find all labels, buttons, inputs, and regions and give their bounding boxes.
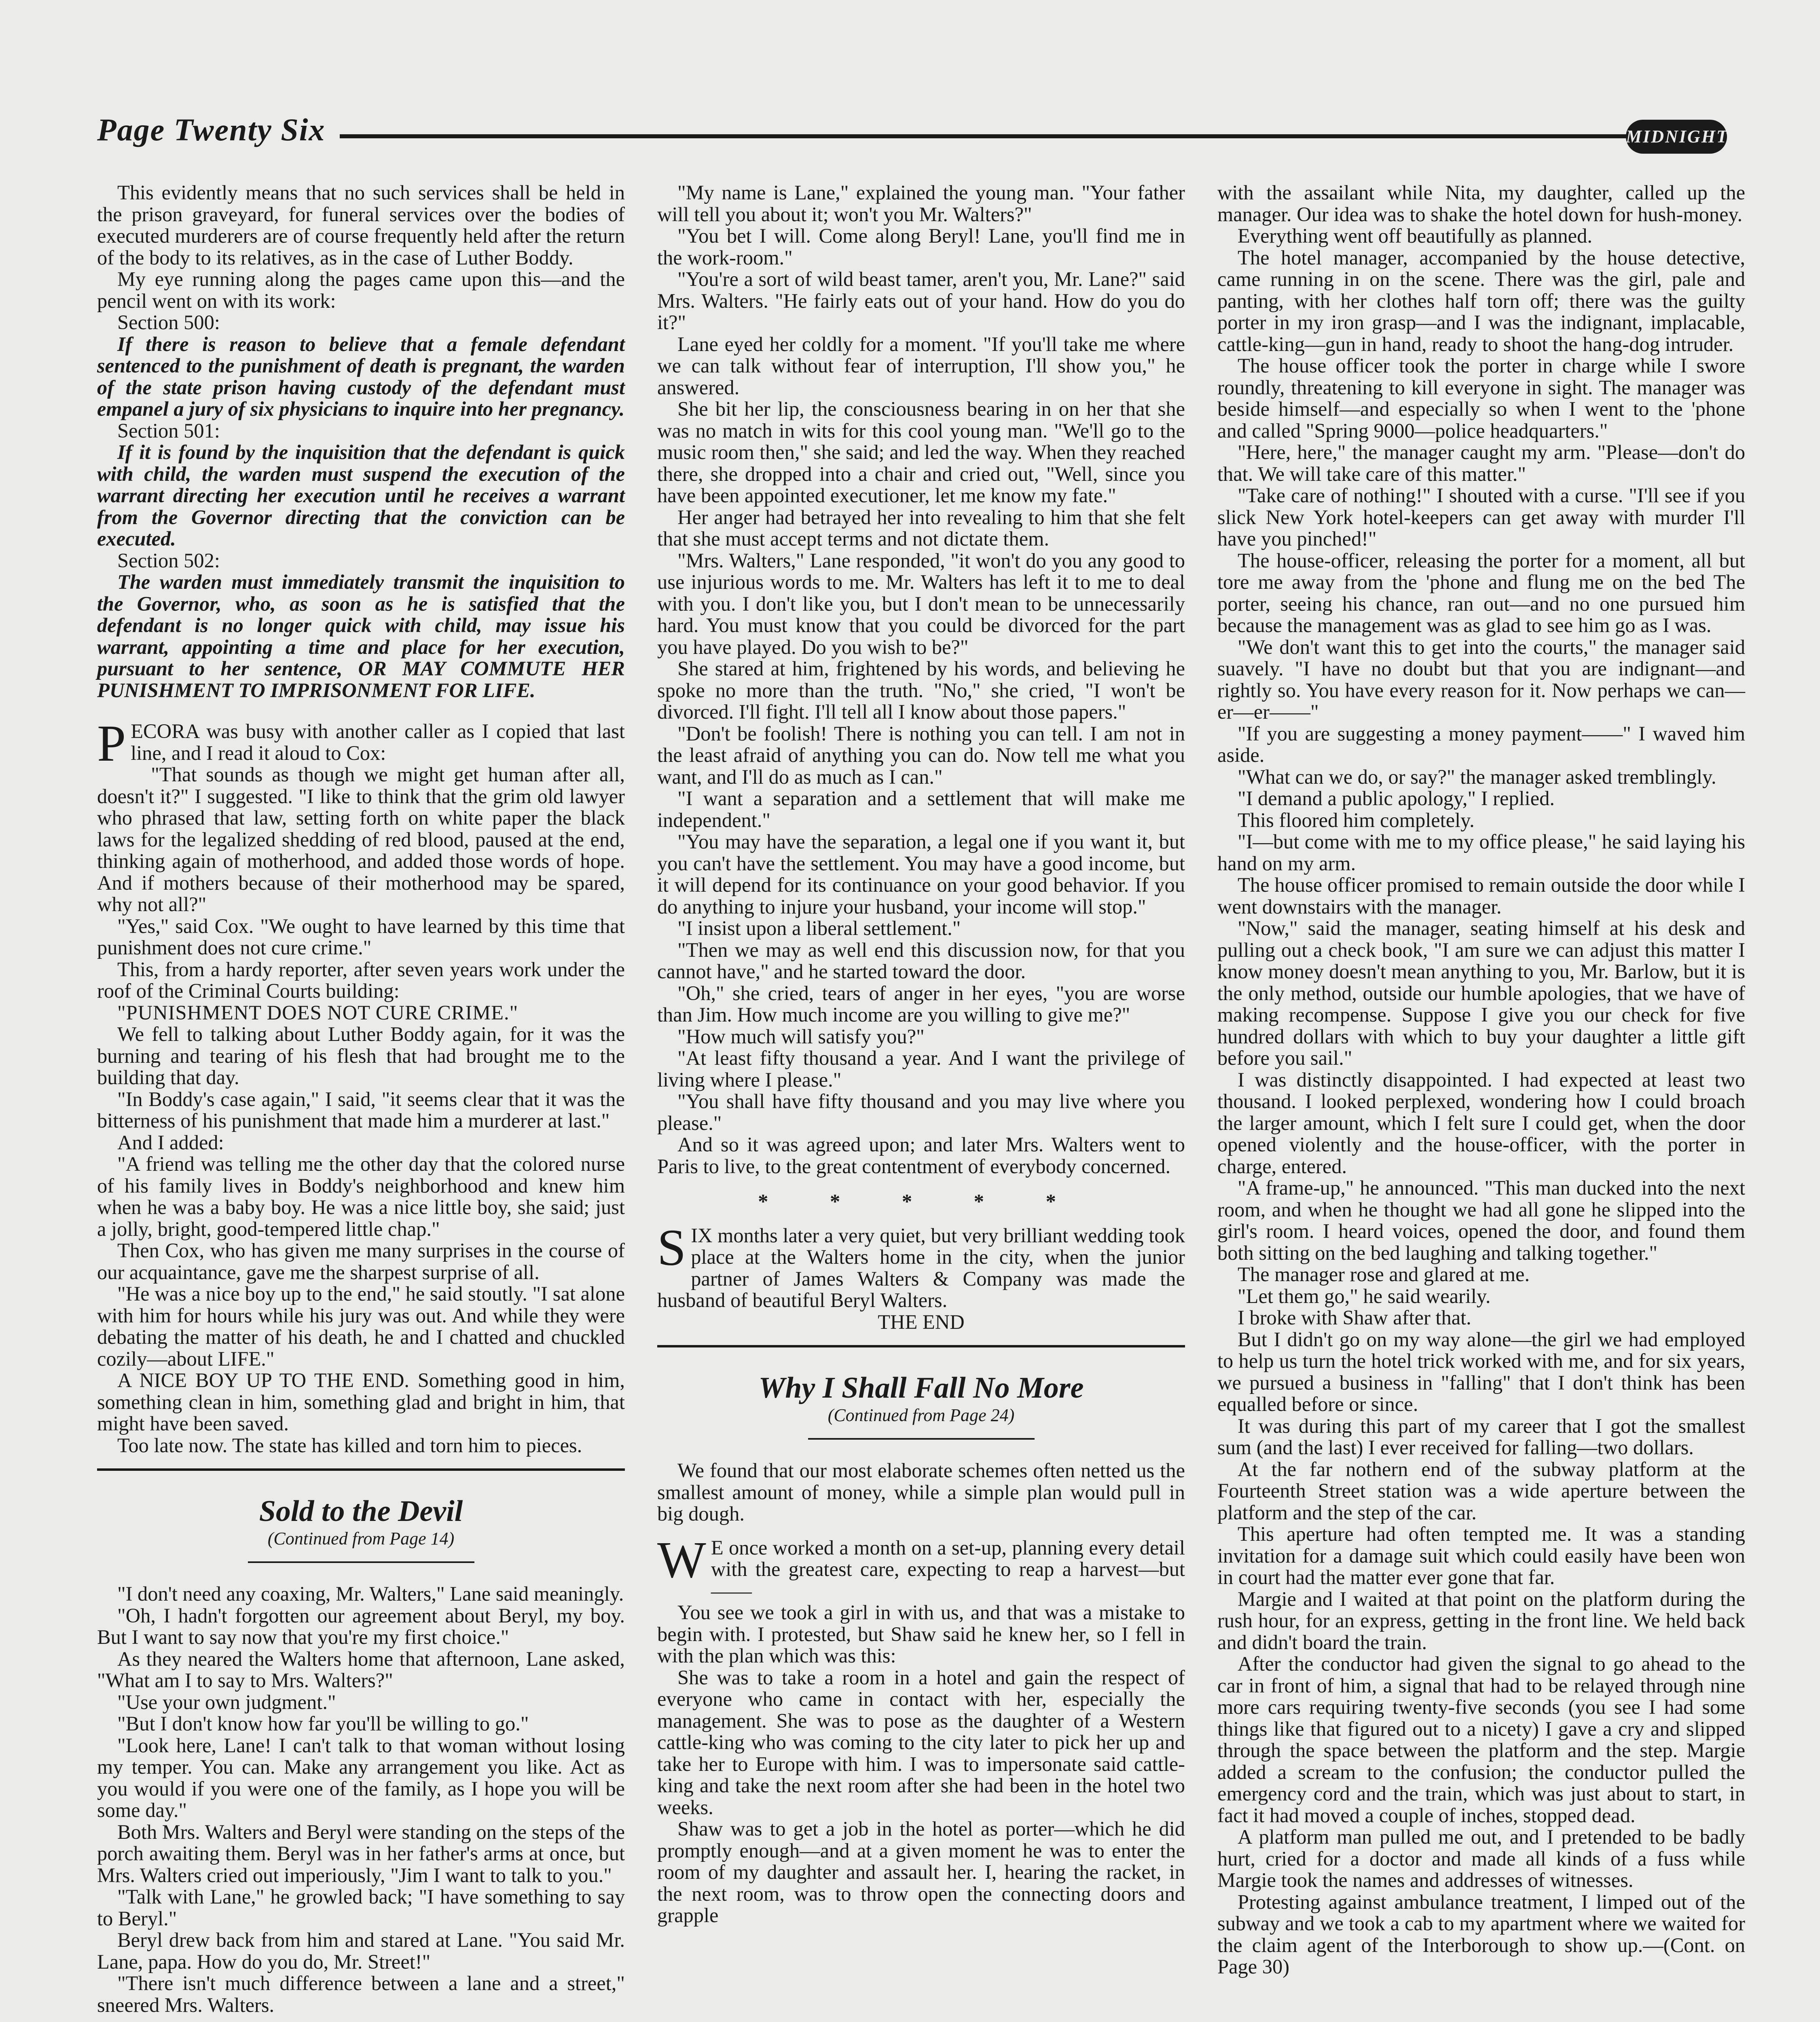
paragraph: "You're a sort of wild beast tamer, aren't you, Mr. Lane?" said Mrs. Walters. "He fairly eats out of your hand. How do you do it?" <box>657 268 1185 334</box>
paragraph: This evidently means that no such services shall be held in the prison graveyard, for funeral services over the bodies of executed murderers are of course frequently held after the return of the body to its relatives, as in the case of Luther Boddy. <box>97 181 625 269</box>
paragraph: "I—but come with me to my office please," he said laying his hand on my arm. <box>1217 830 1745 875</box>
title-underline <box>248 1561 474 1563</box>
paragraph: "We don't want this to get into the courts," the manager said suavely. "I have no doubt but that you are indignant—and rightly so. You have every reason for it. Now perhaps we can—er—er——" <box>1217 635 1745 723</box>
paragraph: I was distinctly disappointed. I had expected at least two thousand. I looked perplexed, wondering how I could broach the larger amount, which I felt sure I could get, when the door opened violently and the house-officer, with the porter in charge, entered. <box>1217 1068 1745 1178</box>
paragraph-dropcap: PECORA was busy with another caller as I copied that last line, and I read it aloud to Cox: <box>97 715 625 772</box>
the-end-label: THE END <box>878 1310 965 1333</box>
paragraph: After the conductor had given the signal to go ahead to the car in front of him, a signal that had to be relayed through nine more cars requiring twenty-five seconds (you see I had some things like that figured out to a nicety) I gave a cry and slipped through the space between the platform and the step. Margie added a scream to the confusion; the conductor pulled the emergency cord and the train, which was just about to start, in fact it had moved a couple of inches, stopped dead. <box>1217 1652 1745 1827</box>
magazine-logo: MIDNIGHT <box>1626 120 1727 154</box>
paragraph: "Now," said the manager, seating himself at his desk and pulling out a check book, "I am sure we can adjust this matter I know money doesn't mean anything to you, Mr. Barlow, but it is the only method, outside our humble apologies, that we have of making recompense. Suppose I give you our check for five hundred dollars with which to buy your daughter a little gift before you sail." <box>1217 917 1745 1069</box>
paragraph: She was to take a room in a hotel and gain the respect of everyone who came in contact with her, especially the management. She was to pose as the daughter of a Western cattle-king who was coming to the city later to pick her up and take her to Europe with him. I was to impersonate said cattle-king and take the next room after she had been in the hotel two weeks. <box>657 1666 1185 1819</box>
story-title: Sold to the Devil <box>259 1495 463 1528</box>
paragraph: "What can we do, or say?" the manager asked tremblingly. <box>1238 765 1716 788</box>
paragraph: "Mrs. Walters," Lane responded, "it won't do you any good to use injurious words to me. Mr. Walters has left it to me to deal with you. I don't like you, but I don't mean to be unnecessarily hard. You must know that you could be divorced for the part you have played. Do you wish to be?" <box>657 549 1185 658</box>
paragraph: "PUNISHMENT DOES NOT CURE CRIME." <box>117 1001 518 1024</box>
paragraph: The manager rose and glared at me. <box>1238 1263 1530 1286</box>
paragraph: "He was a nice boy up to the end," he said stoutly. "I sat alone with him for hours while his jury was out. And while they were debating the matter of his death, he and I chatted and chuckled cozily—about LIFE." <box>97 1282 625 1370</box>
section-divider <box>97 1468 625 1471</box>
paragraph: The house officer promised to remain outside the door while I went downstairs with the manager. <box>1217 874 1745 918</box>
section-break-stars: * * * * * <box>758 1190 1084 1213</box>
paragraph: And so it was agreed upon; and later Mrs. Walters went to Paris to live, to the great contentment of everybody concerned. <box>657 1133 1185 1178</box>
paragraph: "That sounds as though we might get human after all, doesn't it?" I suggested. "I like to think that the grim old lawyer who phrased that law, setting forth on white paper the black laws for the legalized shedding of red blood, paused at the end, thinking again of motherhood, and added those words of hope. And if mothers because of their motherhood may be spared, why not all?" <box>97 763 625 916</box>
paragraph: "I insist upon a liberal settlement." <box>677 917 961 939</box>
paragraph: "If you are suggesting a money payment——" I waved him aside. <box>1217 722 1745 766</box>
paragraph: As they neared the Walters home that afternoon, Lane asked, "What am I to say to Mrs. Walters?" <box>97 1647 625 1692</box>
paragraph: "But I don't know how far you'll be willing to go." <box>117 1712 529 1735</box>
column-1 <box>97 182 625 2016</box>
section-heading: Section 502: <box>117 549 220 572</box>
paragraph: This, from a hardy reporter, after seven years work under the roof of the Criminal Courts building: <box>97 958 625 1002</box>
paragraph: This aperture had often tempted me. It was a standing invitation for a damage suit which could easily have been won in court had the matter ever gone that far. <box>1217 1523 1745 1588</box>
paragraph-dropcap: W E once worked a month on a set-up, planning every detail with the greatest care, expecting to reap a harvest—but—— <box>657 1531 1185 1602</box>
paragraph: "Oh, I hadn't forgotten our agreement about Beryl, my boy. But I want to say now that you're my first choice." <box>97 1604 625 1648</box>
paragraph: "You shall have fifty thousand and you may live where you please." <box>657 1090 1185 1134</box>
title-underline <box>808 1438 1035 1440</box>
paragraph: "Talk with Lane," he growled back; "I have something to say to Beryl." <box>97 1885 625 1930</box>
paragraph: The house-officer, releasing the porter for a moment, all but tore me away from the 'phone and flung me on the bed The porter, seeing his chance, ran out—and no one pursued him because the management was as glad to see him go as I was. <box>1217 549 1745 637</box>
column-2 <box>657 182 1185 1927</box>
section-heading: Section 501: <box>117 419 220 442</box>
paragraph: Too late now. The state has killed and torn him to pieces. <box>117 1434 582 1457</box>
paragraph: The house officer took the porter in charge while I swore roundly, threatening to kill everyone in sight. The manager was beside himself—and especially so when I went to the 'phone and called "Spring 9000—police headquarters." <box>1217 354 1745 442</box>
paragraph: Beryl drew back from him and stared at Lane. "You said Mr. Lane, papa. How do you do, Mr. Street!" <box>97 1929 625 1973</box>
paragraph: And I added: <box>117 1131 224 1154</box>
statute-text: If it is found by the inquisition that the defendant is quick with child, the warden must suspend the execution of the warrant directing her execution until he receives a warrant from the Governor directing that the conviction can be executed. <box>97 441 625 550</box>
paragraph-dropcap: SIX months later a very quiet, but very brilliant wedding took place at the Walters home in the city, when the junior partner of James Walters & Company was made the husband of beautiful Beryl Walters. <box>657 1218 1185 1311</box>
paragraph: "You may have the separation, a legal one if you want it, but you can't have the settlement. You may have a good income, but it will depend for its continuance on your good behavior. If you do anything to injure your husband, your income will stop." <box>657 830 1185 918</box>
paragraph: But I didn't go on my way alone—the girl we had employed to help us turn the hotel trick worked with me, and for six years, we pursued a business in "falling" that I don't think has been equalled before or since. <box>1217 1328 1745 1415</box>
paragraph: "In Boddy's case again," I said, "it seems clear that it was the bitterness of his punishment that made him a murderer at last." <box>97 1087 625 1132</box>
paragraph: This floored him completely. <box>1238 808 1475 831</box>
statute-text: If there is reason to believe that a female defendant sentenced to the punishment of death is pregnant, the warden of the state prison having custody of the defendant must empanel a jury of six physicians to inquire into her pregnancy. <box>97 332 625 420</box>
paragraph: Protesting against ambulance treatment, I limped out of the subway and we took a cab to my apartment where we waited for the claim agent of the Interborough to show up.—(Cont. on Page 30) <box>1217 1890 1745 1978</box>
story-continuation-note: (Continued from Page 24) <box>827 1405 1015 1425</box>
page-number-label: Page Twenty Six <box>97 112 326 147</box>
paragraph: It was during this part of my career that I got the smallest sum (and the last) I ever received for falling—two dollars. <box>1217 1414 1745 1459</box>
paragraph: Both Mrs. Walters and Beryl were standing on the steps of the porch awaiting them. Beryl was in her father's arms at once, but Mrs. Walters cried out imperiously, "Jim I want to talk to you." <box>97 1820 625 1887</box>
paragraph: "Yes," said Cox. "We ought to have learned by this time that punishment does not cure crime." <box>97 914 625 959</box>
paragraph: "Oh," she cried, tears of anger in her eyes, "you are worse than Jim. How much income are you willing to give me?" <box>657 981 1185 1026</box>
column-3 <box>1217 182 1745 1978</box>
paragraph: She stared at him, frightened by his words, and believing he spoke no more than the truth. "No," she cried, "I won't be divorced. I'll fight. I'll tell all I know about those papers." <box>657 657 1185 723</box>
paragraph: The hotel manager, accompanied by the house detective, came running in on the scene. There was the girl, pale and panting, with her clothes half torn off; there was the guilty porter in my iron grasp—and I was the indignant, implacable, cattle-king—gun in hand, ready to shoot the hang-dog intruder. <box>1217 246 1745 355</box>
paragraph: We found that our most elaborate schemes often netted us the smallest amount of money, while a simple plan would pull in big dough. <box>657 1459 1185 1525</box>
paragraph: A NICE BOY UP TO THE END. Something good in him, something clean in him, something glad and bright in him, that might have been saved. <box>97 1369 625 1435</box>
paragraph: "Then we may as well end this discussion now, for that you cannot have," and he started toward the door. <box>657 938 1185 983</box>
paragraph: Shaw was to get a job in the hotel as porter—which he did promptly enough—and at a given moment he was to enter the room of my daughter and assault her. I, hearing the racket, in the next room, was to throw open the connecting doors and grapple <box>657 1817 1185 1927</box>
paragraph: "I don't need any coaxing, Mr. Walters," Lane said meaningly. <box>117 1582 624 1605</box>
paragraph: "A frame-up," he announced. "This man ducked into the next room, and when he thought we had all gone he slipped into the girl's room. I heard voices, opened the door, and found them both sitting on the bed laughing and talking together." <box>1217 1176 1745 1264</box>
statute-text: The warden must immediately transmit the inquisition to the Governor, who, as soon as he is satisfied that the defendant is no longer quick with child, may issue his warrant, appointing a time and place for her execution, pursuant to her sentence, OR MAY COMMUTE HER PUNISHMENT TO IMPRISONMENT FOR LIFE. <box>97 571 625 702</box>
paragraph: "Take care of nothing!" I shouted with a curse. "I'll see if you slick New York hotel-keepers can get away with murder I'll have you pinched!" <box>1217 484 1745 550</box>
paragraph: "Look here, Lane! I can't talk to that woman without losing my temper. You can. Make any arrangement you like. Act as you would if you were one of the family, as I hope you will be some day." <box>97 1734 625 1821</box>
section-heading: Section 500: <box>117 311 220 334</box>
paragraph: Margie and I waited at that point on the platform during the rush hour, for an express, getting in the front line. We held back and didn't board the train. <box>1217 1587 1745 1654</box>
paragraph: "Let them go," he said wearily. <box>1238 1284 1491 1307</box>
paragraph: "I want a separation and a settlement that will make me independent." <box>657 787 1185 831</box>
story-continuation-note: (Continued from Page 14) <box>267 1529 455 1548</box>
paragraph: Lane eyed her coldly for a moment. "If you'll take me where we can talk without fear of interruption, I'll show you," he answered. <box>657 332 1185 399</box>
paragraph: "My name is Lane," explained the young man. "Your father will tell you about it; won't you Mr. Walters?" <box>657 181 1185 226</box>
paragraph: with the assailant while Nita, my daughter, called up the manager. Our idea was to shake the hotel down for hush-money. <box>1217 181 1745 226</box>
paragraph: "You bet I will. Come along Beryl! Lane, you'll find me in the work-room." <box>657 224 1185 269</box>
paragraph: She bit her lip, the consciousness bearing in on her that she was no match in wits for this cool young man. "We'll go to the music room then," she said; and led the way. When they reached there, she dropped into a chair and cried out, "Well, since you have been appointed executioner, let me know my fate." <box>657 398 1185 507</box>
paragraph: Then Cox, who has given me many surprises in the course of our acquaintance, gave me the sharpest surprise of all. <box>97 1239 625 1284</box>
paragraph: Her anger had betrayed her into revealing to him that she felt that she must accept terms and not dictate them. <box>657 506 1185 550</box>
paragraph: "I demand a public apology," I replied. <box>1238 787 1555 810</box>
paragraph: I broke with Shaw after that. <box>1238 1306 1471 1329</box>
paragraph: "Here, here," the manager caught my arm. "Please—don't do that. We will take care of this matter." <box>1217 441 1745 485</box>
paragraph: At the far nothern end of the subway platform at the Fourteenth Street station was a wide aperture between the platform and the step of the car. <box>1217 1457 1745 1524</box>
paragraph: My eye running along the pages came upon this—and the pencil went on with its work: <box>97 268 625 312</box>
section-divider <box>657 1345 1185 1347</box>
paragraph: You see we took a girl in with us, and that was a mistake to begin with. I protested, but Shaw said he knew her, so I fell in with the plan which was this: <box>657 1601 1185 1667</box>
story-title: Why I Shall Fall No More <box>758 1371 1084 1404</box>
paragraph: "Use your own judgment." <box>117 1690 336 1713</box>
paragraph: "A friend was telling me the other day that the colored nurse of his family lives in Boddy's neighborhood and knew him when he was a baby boy. He was a nice little boy, she said; just a jolly, bright, good-tempered little chap." <box>97 1153 625 1240</box>
paragraph: "Don't be foolish! There is nothing you can tell. I am not in the least afraid of anything you can do. Now tell me what you want, and I'll do as much as I can." <box>657 722 1185 788</box>
paragraph: Everything went off beautifully as planned. <box>1238 224 1592 247</box>
paragraph: A platform man pulled me out, and I pretended to be badly hurt, cried for a doctor and made all kinds of a fuss while Margie took the names and addresses of witnesses. <box>1217 1825 1745 1891</box>
drop-cap: P <box>97 715 126 772</box>
paragraph: "At least fifty thousand a year. And I want the privilege of living where I please." <box>657 1047 1185 1091</box>
paragraph: "There isn't much difference between a lane and a street," sneered Mrs. Walters. <box>97 1972 625 2016</box>
drop-cap: W <box>657 1531 706 1588</box>
paragraph: We fell to talking about Luther Boddy again, for it was the burning and tearing of his flesh that had brought me to the building that day. <box>97 1023 625 1089</box>
drop-cap: S <box>657 1218 686 1276</box>
paragraph: "How much will satisfy you?" <box>677 1025 925 1048</box>
header-rule <box>340 134 1630 138</box>
